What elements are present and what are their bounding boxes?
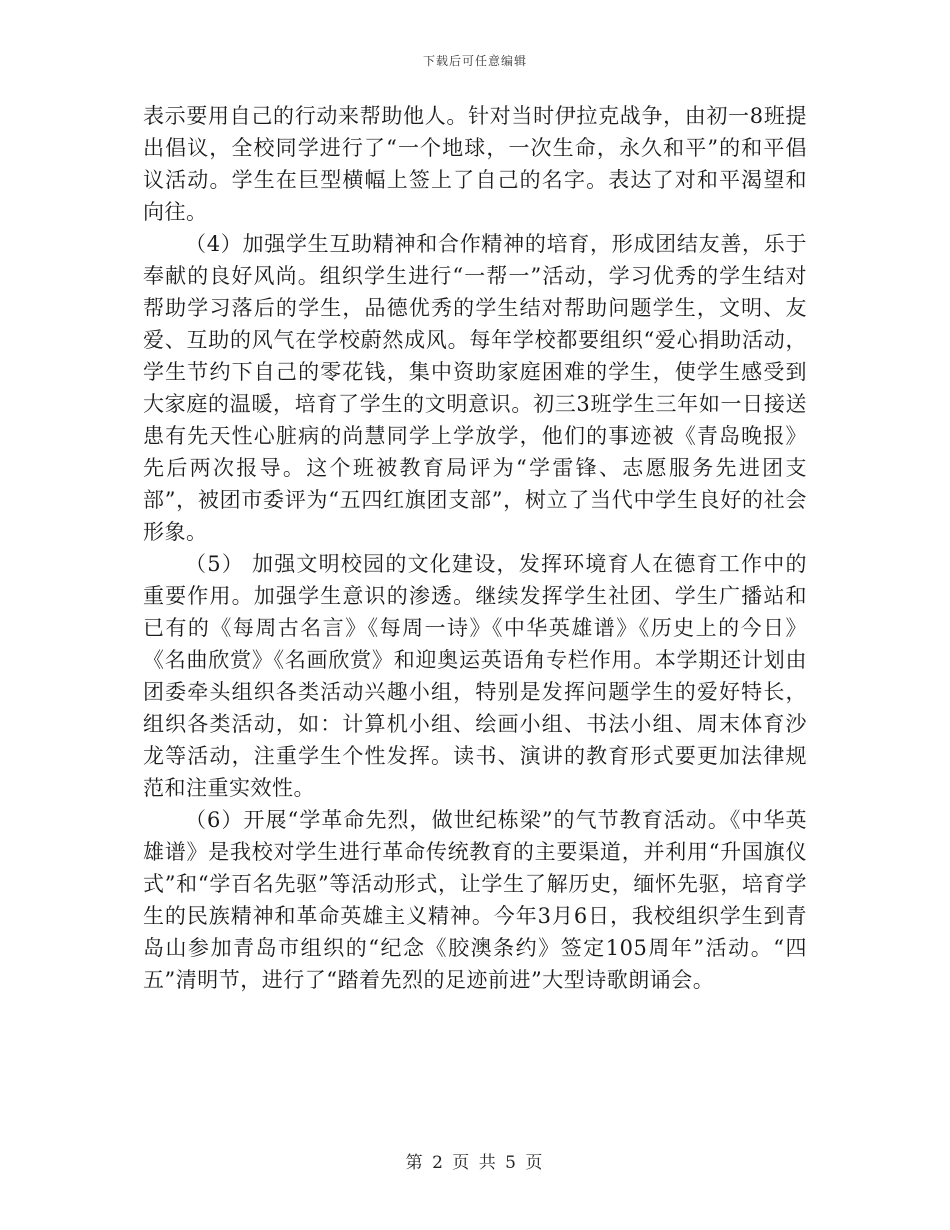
paragraph-item-6: （6）开展“学革命先烈，做世纪栋梁”的气节教育活动。《中华英雄谱》是我校对学生进行革命传统教育的主要渠道，并利用“升国旗仪式”和“学百名先驱”等活动形式，让学生了解历史，缅怀先驱，培育学生的民族精神和革命英雄主义精神。今年3月6日，我校组织学生到青岛山参加青岛市组织的“纪念《胶澳条约》签定105周年”活动。“四五”清明节，进行了“踏着先烈的足迹前进”大型诗歌朗诵会。	[143, 808, 807, 992]
page-number: 第 2 页 共 5 页	[405, 1153, 545, 1173]
paragraph-item-5: （5） 加强文明校园的文化建设，发挥环境育人在德育工作中的重要作用。加强学生意识的渗透。继续发挥学生社团、学生广播站和已有的《每周古名言》《每周一诗》《中华英雄谱》《历史上的今日》《名曲欣赏》《名画欣赏》和迎奥运英语角专栏作用。本学期还计划由团委牵头组织各类活动兴趣小组，特别是发挥问题学生的爱好特长，组织各类活动，如：计算机小组、绘画小组、书法小组、周末体育沙龙等活动，注重学生个性发挥。读书、演讲的教育形式要更加法律规范和注重实效性。	[143, 552, 807, 800]
paragraph-item-4: （4）加强学生互助精神和合作精神的培育，形成团结友善，乐于奉献的良好风尚。组织学生进行“一帮一”活动，学习优秀的学生结对帮助学习落后的学生，品德优秀的学生结对帮助问题学生，文明、友爱、互助的风气在学校蔚然成风。每年学校都要组织“爱心捐助活动，学生节约下自己的零花钱，集中资助家庭困难的学生，使学生感受到大家庭的温暖，培育了学生的文明意识。初三3班学生三年如一日接送患有先天性心脏病的尚慧同学上学放学，他们的事迹被《青岛晚报》先后两次报导。这个班被教育局评为“学雷锋、志愿服务先进团支部”，被团市委评为“五四红旗团支部”，树立了当代中学生良好的社会形象。	[143, 232, 807, 544]
paragraph-continuation: 表示要用自己的行动来帮助他人。针对当时伊拉克战争，由初一8班提出倡议，全校同学进行了“一个地球，一次生命，永久和平”的和平倡议活动。学生在巨型横幅上签上了自己的名字。表达了对和平渴望和向往。	[143, 104, 807, 224]
page-header: 下载后可任意编辑	[422, 54, 527, 68]
document-body	[143, 100, 807, 996]
